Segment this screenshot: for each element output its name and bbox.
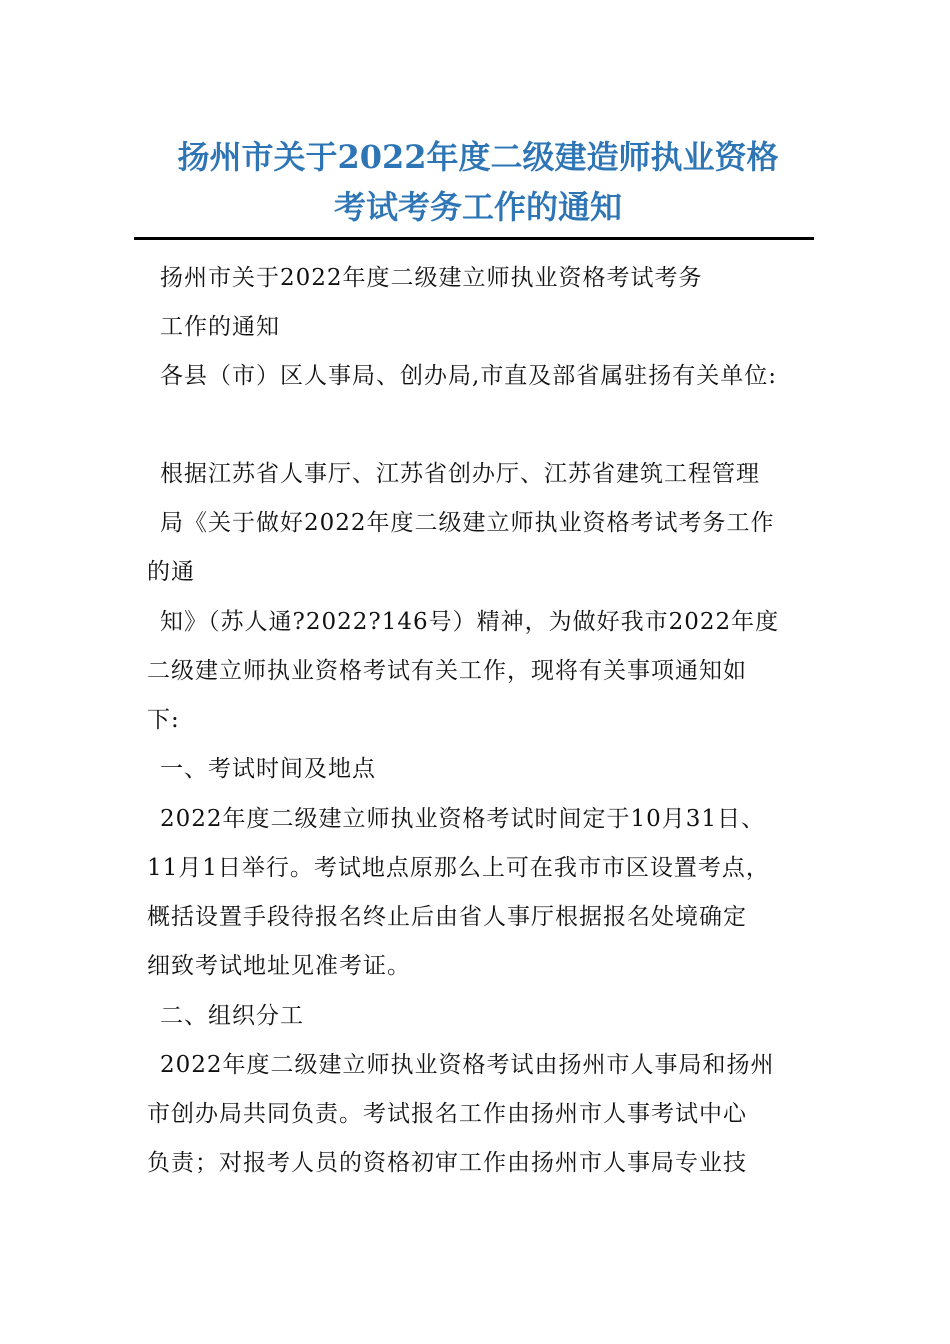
- body-line: 下:: [147, 707, 180, 733]
- body-line: 根据江苏省人事厅、江苏省创办厅、江苏省建筑工程管理: [160, 461, 760, 487]
- document-title: [140, 132, 816, 232]
- body-line: 知》（苏人通?2022?146号）精神，为做好我市2022年度: [160, 609, 780, 635]
- body-line: 工作的通知: [160, 314, 280, 340]
- body-line: 11月1日举行。考试地点原那么上可在我市市区设置考点，: [147, 855, 770, 881]
- body-line: 负责；对报考人员的资格初审工作由扬州市人事局专业技: [147, 1150, 747, 1176]
- body-line: 局《关于做好2022年度二级建立师执业资格考试考务工作: [160, 510, 775, 536]
- title-line-2: 考试考务工作的通知: [333, 188, 622, 226]
- body-line: 细致考试地址见准考证。: [147, 953, 411, 979]
- body-line: 2022年度二级建立师执业资格考试时间定于10月31日、: [160, 806, 766, 832]
- body-line: 扬州市关于2022年度二级建立师执业资格考试考务: [160, 265, 703, 291]
- salutation: 各县（市）区人事局、创办局,市直及部省属驻扬有关单位:: [160, 363, 778, 389]
- body-line: 概括设置手段待报名终止后由省人事厅根据报名处境确定: [147, 904, 747, 930]
- body-line: 市创办局共同负责。考试报名工作由扬州市人事考试中心: [147, 1101, 747, 1127]
- body-line: 二级建立师执业资格考试有关工作，现将有关事项通知如: [147, 658, 747, 684]
- body-line: 的通: [147, 559, 195, 585]
- section-heading: 二、组织分工: [160, 1003, 304, 1029]
- section-heading: 一、考试时间及地点: [160, 756, 376, 782]
- body-line: 2022年度二级建立师执业资格考试由扬州市人事局和扬州: [160, 1052, 775, 1078]
- title-line-1: 扬州市关于2022年度二级建造师执业资格: [177, 138, 779, 176]
- title-divider: [134, 237, 814, 240]
